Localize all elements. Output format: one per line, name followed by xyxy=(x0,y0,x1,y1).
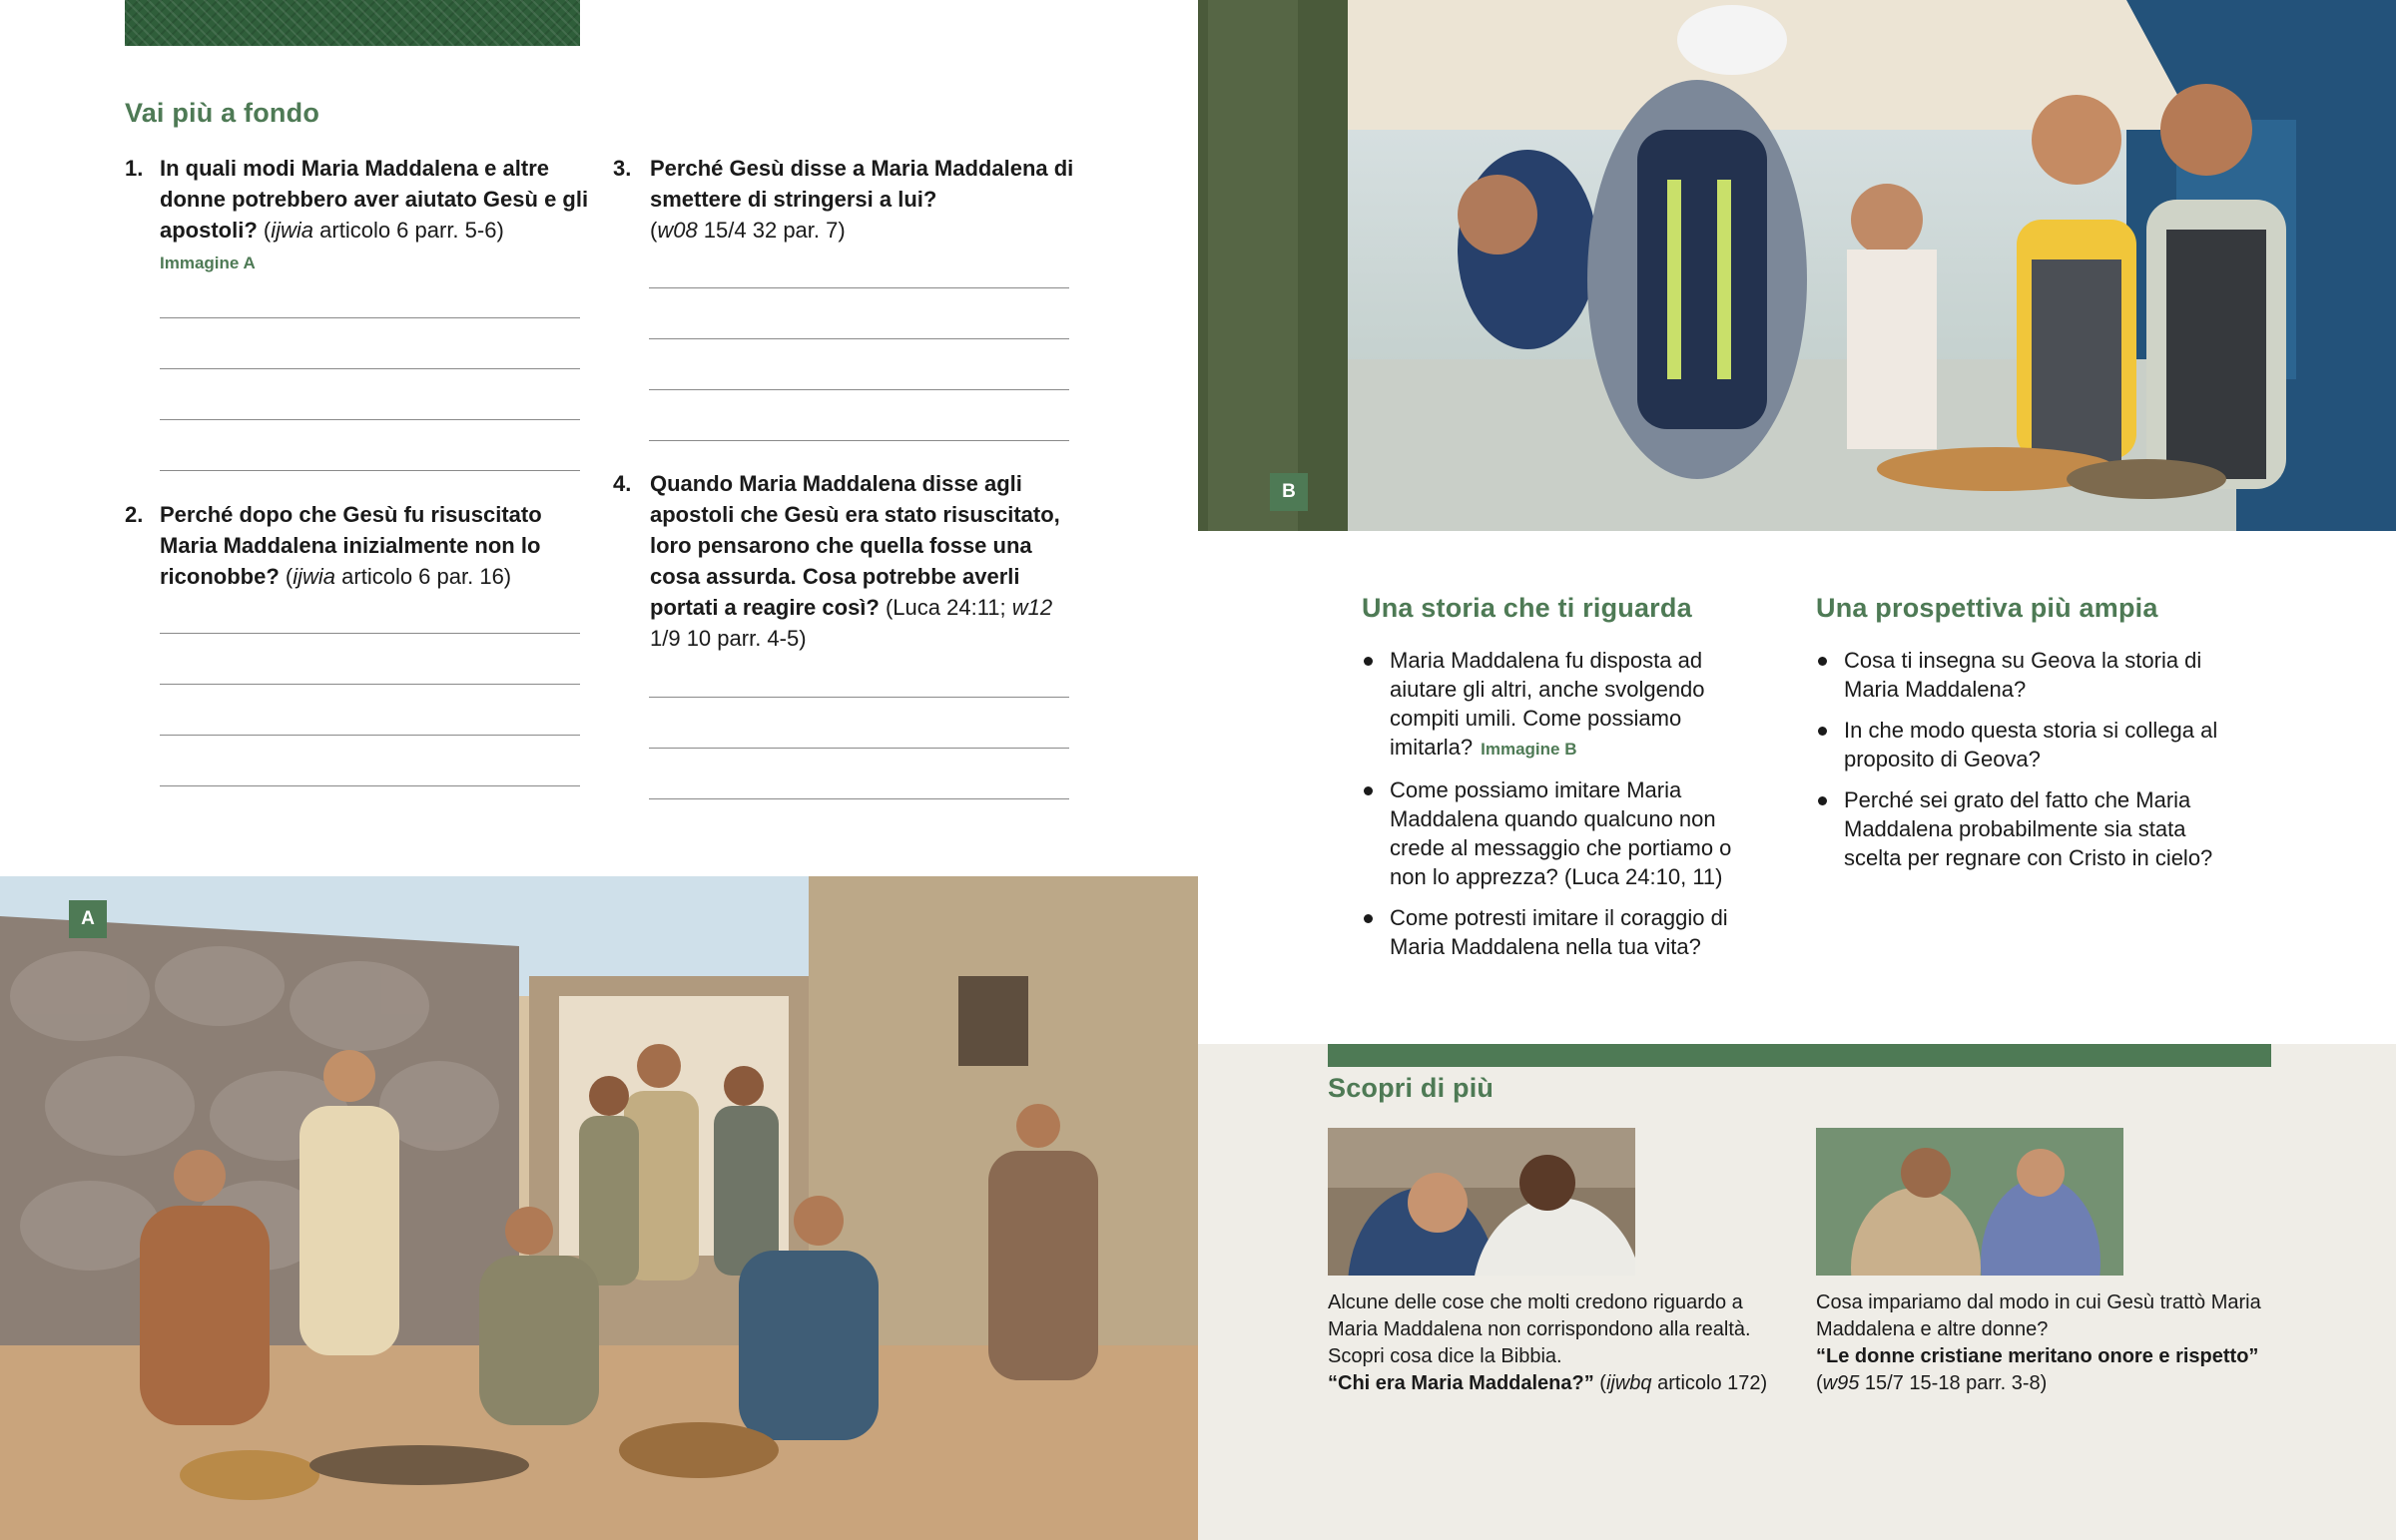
photo-a-women-serving xyxy=(0,876,1198,1540)
section-title-deeper: Vai più a fondo xyxy=(125,98,320,128)
reference-text: 1/9 10 parr. 4-5) xyxy=(650,626,807,651)
story-bullet xyxy=(1362,903,1761,961)
question-number: 2. xyxy=(125,502,144,527)
story-bullet-list xyxy=(1362,646,1761,973)
section-title-story: Una storia che ti riguarda xyxy=(1362,593,1692,623)
photo-b-food-serving xyxy=(1198,0,2396,531)
discover-card-1-text xyxy=(1328,1289,1782,1397)
reference-text: articolo 6 parr. 5-6) xyxy=(313,218,504,243)
question-number: 1. xyxy=(125,156,144,181)
question-text: In quali modi Maria Maddalena e altre donne potrebbero aver aiutato Gesù e gli apostoli? xyxy=(160,156,589,243)
answer-line[interactable] xyxy=(649,339,1069,390)
question-text: Quando Maria Maddalena disse agli apostoli che Gesù era stato risuscitato, loro pensarono che quella fosse una cosa assurda. Cosa potrebbe averli portati a reagire così? xyxy=(650,471,1060,620)
reference-prefix: ( xyxy=(1593,1372,1606,1394)
card-description: Alcune delle cose che molti credono riguardo a Maria Maddalena non corrispondono alla realtà. Scopri cosa dice la Bibbia. xyxy=(1328,1291,1751,1367)
reference-prefix: ( xyxy=(1816,1372,1823,1394)
perspective-bullet-list xyxy=(1816,646,2245,884)
reference-prefix: (Luca 24:11; xyxy=(879,595,1012,620)
reference-source: w12 xyxy=(1011,595,1053,620)
perspective-bullet-text: Cosa ti insegna su Geova la storia di Maria Maddalena? xyxy=(1844,648,2202,702)
perspective-bullet xyxy=(1816,646,2245,704)
answer-line[interactable] xyxy=(160,634,580,685)
question-number: 4. xyxy=(613,471,632,496)
story-bullet xyxy=(1362,646,1761,764)
answer-line[interactable] xyxy=(649,238,1069,288)
reference-source: ijwia xyxy=(271,218,314,243)
thumbnail-1-illustration xyxy=(1328,1128,1635,1276)
decorative-pattern-band xyxy=(125,0,580,46)
question-text: Perché dopo che Gesù fu risuscitato Maria Maddalena inizialmente non lo riconobbe? xyxy=(160,502,542,589)
reference-text: 15/7 15-18 parr. 3-8) xyxy=(1859,1372,2048,1394)
reference-source: ijwia xyxy=(293,564,336,589)
discover-thumbnail-2[interactable] xyxy=(1816,1128,2123,1276)
perspective-bullet-text: Perché sei grato del fatto che Maria Maddalena probabilmente sia stata scelta per regnare con Cristo in cielo? xyxy=(1844,787,2213,870)
card-link-title[interactable]: “Chi era Maria Maddalena?” xyxy=(1328,1372,1594,1394)
answer-lines-2[interactable] xyxy=(160,583,580,786)
story-bullet xyxy=(1362,775,1761,891)
section-title-perspective: Una prospettiva più ampia xyxy=(1816,593,2158,623)
answer-line[interactable] xyxy=(649,288,1069,339)
reference-source: ijwbq xyxy=(1605,1372,1652,1394)
story-bullet-text: Maria Maddalena fu disposta ad aiutare gli altri, anche svolgendo compiti umili. Come possiamo imitarla? xyxy=(1390,648,1705,760)
question-number: 3. xyxy=(613,156,632,181)
question-text: Perché Gesù disse a Maria Maddalena di smettere di stringersi a lui? xyxy=(650,156,1074,212)
answer-line[interactable] xyxy=(160,583,580,634)
image-badge-a: A xyxy=(69,900,107,938)
perspective-bullet xyxy=(1816,785,2245,872)
answer-line[interactable] xyxy=(649,698,1069,749)
answer-line[interactable] xyxy=(160,736,580,786)
photo-a-illustration xyxy=(0,876,1198,1540)
reference-text: articolo 6 par. 16) xyxy=(335,564,512,589)
discover-thumbnail-1[interactable] xyxy=(1328,1128,1635,1276)
answer-lines-4[interactable] xyxy=(649,647,1069,799)
story-bullet-text: Come possiamo imitare Maria Maddalena quando qualcuno non crede al messaggio che portiamo o non lo apprezza? (Luca 24:10, 11) xyxy=(1390,777,1732,889)
answer-line[interactable] xyxy=(649,390,1069,441)
section-title-discover: Scopri di più xyxy=(1328,1073,1495,1103)
answer-line[interactable] xyxy=(160,318,580,369)
card-description: Cosa impariamo dal modo in cui Gesù trattò Maria Maddalena e altre donne? xyxy=(1816,1291,2261,1340)
answer-lines-3[interactable] xyxy=(649,238,1069,441)
answer-line[interactable] xyxy=(649,647,1069,698)
reference-prefix: ( xyxy=(257,218,272,243)
image-tag: Immagine B xyxy=(1481,740,1577,759)
reference-source: w95 xyxy=(1822,1372,1860,1394)
reference-prefix: ( xyxy=(650,218,658,243)
reference-prefix: ( xyxy=(279,564,294,589)
card-link-title[interactable]: “Le donne cristiane meritano onore e rispetto” xyxy=(1816,1345,2259,1367)
discover-card-2-text xyxy=(1816,1289,2285,1397)
answer-line[interactable] xyxy=(160,369,580,420)
perspective-bullet-text: In che modo questa storia si collega al proposito di Geova? xyxy=(1844,718,2218,771)
answer-lines-1[interactable] xyxy=(160,267,580,471)
reference-source: w08 xyxy=(657,218,698,243)
answer-line[interactable] xyxy=(160,685,580,736)
story-bullet-text: Come potresti imitare il coraggio di Maria Maddalena nella tua vita? xyxy=(1390,905,1728,959)
thumbnail-2-illustration xyxy=(1816,1128,2123,1276)
image-badge-b: B xyxy=(1270,473,1308,511)
reference-text: articolo 172) xyxy=(1651,1372,1768,1394)
discover-accent-bar xyxy=(1328,1044,2271,1067)
answer-line[interactable] xyxy=(649,749,1069,799)
reference-text: 15/4 32 par. 7) xyxy=(697,218,846,243)
perspective-bullet xyxy=(1816,716,2245,773)
photo-b-illustration xyxy=(1198,0,2396,531)
answer-line[interactable] xyxy=(160,420,580,471)
image-tag: Immagine A xyxy=(160,254,256,272)
answer-line[interactable] xyxy=(160,267,580,318)
